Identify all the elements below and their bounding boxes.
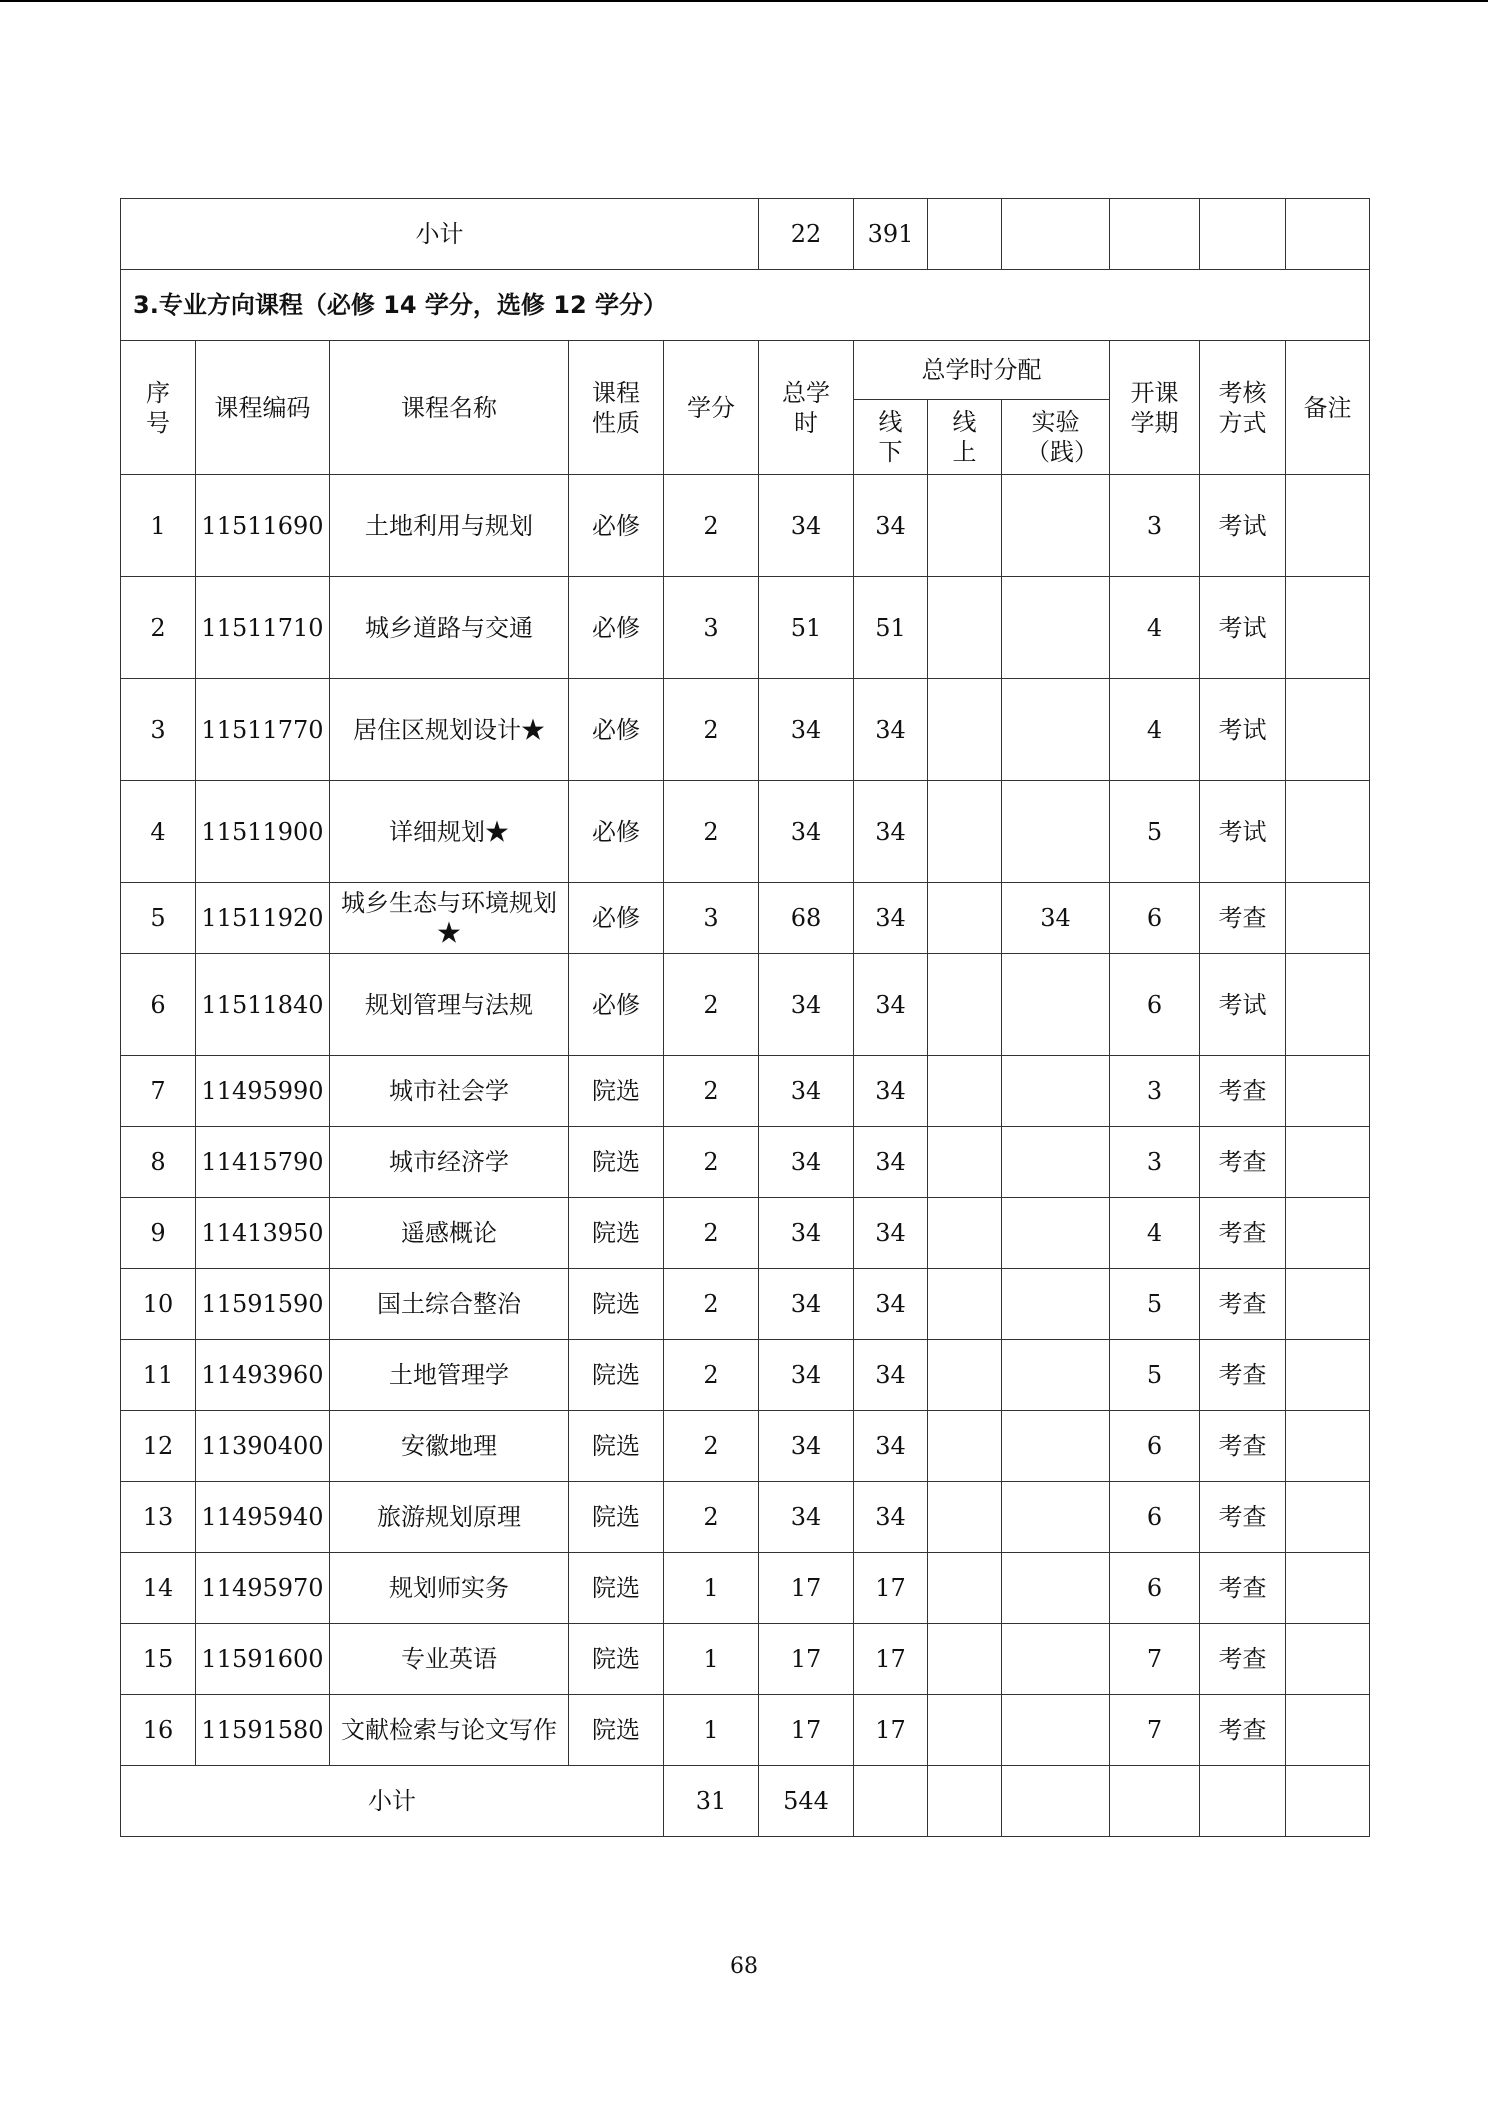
empty-cell — [1002, 1766, 1110, 1837]
row-lab — [1002, 1553, 1110, 1624]
row-seq: 11 — [121, 1340, 196, 1411]
empty-cell — [854, 1766, 928, 1837]
row-semester: 6 — [1110, 954, 1200, 1056]
row-name: 详细规划★ — [330, 781, 569, 883]
row-credits: 2 — [664, 1198, 759, 1269]
subtotal-label: 小计 — [121, 1766, 664, 1837]
row-seq: 2 — [121, 577, 196, 679]
row-lab — [1002, 1198, 1110, 1269]
row-code: 11413950 — [196, 1198, 330, 1269]
row-lab — [1002, 475, 1110, 577]
row-name: 专业英语 — [330, 1624, 569, 1695]
row-nature: 院选 — [569, 1340, 664, 1411]
row-hours: 34 — [759, 1411, 854, 1482]
row-offline: 34 — [854, 954, 928, 1056]
row-name: 规划师实务 — [330, 1553, 569, 1624]
row-semester: 7 — [1110, 1624, 1200, 1695]
row-code: 11415790 — [196, 1127, 330, 1198]
row-seq: 13 — [121, 1482, 196, 1553]
row-credits: 2 — [664, 781, 759, 883]
header-total-hours: 总学时 — [759, 341, 854, 475]
row-offline: 34 — [854, 781, 928, 883]
row-offline: 34 — [854, 475, 928, 577]
row-credits: 2 — [664, 1482, 759, 1553]
header-code: 课程编码 — [196, 341, 330, 475]
row-offline: 17 — [854, 1553, 928, 1624]
table-row — [121, 1695, 1370, 1766]
row-lab — [1002, 1411, 1110, 1482]
row-name: 安徽地理 — [330, 1411, 569, 1482]
row-online — [928, 1411, 1002, 1482]
row-nature: 院选 — [569, 1056, 664, 1127]
empty-cell — [1200, 1766, 1286, 1837]
row-assessment: 考查 — [1200, 883, 1286, 954]
row-hours: 34 — [759, 1127, 854, 1198]
row-semester: 5 — [1110, 1269, 1200, 1340]
row-assessment: 考查 — [1200, 1695, 1286, 1766]
row-code: 11591600 — [196, 1624, 330, 1695]
row-assessment: 考试 — [1200, 679, 1286, 781]
row-semester: 4 — [1110, 1198, 1200, 1269]
row-offline: 34 — [854, 1482, 928, 1553]
row-code: 11495940 — [196, 1482, 330, 1553]
subtotal-hours: 544 — [759, 1766, 854, 1837]
row-remarks — [1286, 1553, 1370, 1624]
row-offline: 34 — [854, 1269, 928, 1340]
row-remarks — [1286, 883, 1370, 954]
row-hours: 34 — [759, 475, 854, 577]
row-hours: 17 — [759, 1624, 854, 1695]
subtotal-label: 小计 — [121, 199, 759, 270]
table-row — [121, 1127, 1370, 1198]
row-code: 11511920 — [196, 883, 330, 954]
row-remarks — [1286, 1340, 1370, 1411]
row-semester: 4 — [1110, 679, 1200, 781]
header-nature: 课程性质 — [569, 341, 664, 475]
table-row — [121, 475, 1370, 577]
row-semester: 5 — [1110, 781, 1200, 883]
header-semester: 开课学期 — [1110, 341, 1200, 475]
row-online — [928, 883, 1002, 954]
row-hours: 34 — [759, 1198, 854, 1269]
row-name: 城市经济学 — [330, 1127, 569, 1198]
row-hours: 34 — [759, 954, 854, 1056]
table-row — [121, 883, 1370, 954]
row-lab — [1002, 781, 1110, 883]
row-assessment: 考试 — [1200, 577, 1286, 679]
row-lab — [1002, 577, 1110, 679]
empty-cell — [1200, 199, 1286, 270]
row-seq: 15 — [121, 1624, 196, 1695]
row-seq: 6 — [121, 954, 196, 1056]
row-nature: 必修 — [569, 883, 664, 954]
table-row — [121, 1340, 1370, 1411]
empty-cell — [928, 199, 1002, 270]
row-semester: 4 — [1110, 577, 1200, 679]
row-offline: 17 — [854, 1695, 928, 1766]
row-name: 城乡道路与交通 — [330, 577, 569, 679]
row-seq: 8 — [121, 1127, 196, 1198]
row-code: 11511900 — [196, 781, 330, 883]
row-semester: 3 — [1110, 475, 1200, 577]
row-lab — [1002, 1624, 1110, 1695]
row-seq: 16 — [121, 1695, 196, 1766]
header-offline: 线下 — [854, 400, 928, 475]
table-row — [121, 1198, 1370, 1269]
row-nature: 院选 — [569, 1269, 664, 1340]
row-offline: 17 — [854, 1624, 928, 1695]
row-nature: 院选 — [569, 1695, 664, 1766]
row-semester: 6 — [1110, 1482, 1200, 1553]
row-offline: 34 — [854, 1127, 928, 1198]
table-row — [121, 1411, 1370, 1482]
row-name: 城乡生态与环境规划★ — [330, 883, 569, 954]
row-seq: 1 — [121, 475, 196, 577]
row-offline: 34 — [854, 1056, 928, 1127]
row-code: 11511840 — [196, 954, 330, 1056]
row-lab — [1002, 1127, 1110, 1198]
course-table — [120, 198, 1370, 1837]
row-remarks — [1286, 577, 1370, 679]
header-online: 线上 — [928, 400, 1002, 475]
row-assessment: 考试 — [1200, 781, 1286, 883]
table-row — [121, 954, 1370, 1056]
row-lab — [1002, 1340, 1110, 1411]
row-name: 旅游规划原理 — [330, 1482, 569, 1553]
table-row — [121, 577, 1370, 679]
row-offline: 34 — [854, 1411, 928, 1482]
row-nature: 院选 — [569, 1198, 664, 1269]
row-seq: 9 — [121, 1198, 196, 1269]
row-credits: 3 — [664, 577, 759, 679]
table-row — [121, 679, 1370, 781]
row-semester: 6 — [1110, 1553, 1200, 1624]
row-credits: 2 — [664, 1340, 759, 1411]
header-seq: 序号 — [121, 341, 196, 475]
section-title-row — [121, 270, 1370, 341]
row-assessment: 考查 — [1200, 1553, 1286, 1624]
row-lab — [1002, 1269, 1110, 1340]
table-row — [121, 1269, 1370, 1340]
row-online — [928, 1340, 1002, 1411]
row-offline: 34 — [854, 1340, 928, 1411]
table-row — [121, 1624, 1370, 1695]
empty-cell — [1286, 199, 1370, 270]
row-nature: 院选 — [569, 1482, 664, 1553]
row-credits: 1 — [664, 1695, 759, 1766]
row-nature: 必修 — [569, 781, 664, 883]
row-hours: 17 — [759, 1553, 854, 1624]
row-lab — [1002, 1695, 1110, 1766]
row-name: 土地利用与规划 — [330, 475, 569, 577]
empty-cell — [1110, 199, 1200, 270]
row-semester: 5 — [1110, 1340, 1200, 1411]
row-assessment: 考查 — [1200, 1198, 1286, 1269]
row-online — [928, 577, 1002, 679]
top-subtotal-row — [121, 199, 1370, 270]
row-remarks — [1286, 1269, 1370, 1340]
table-row — [121, 781, 1370, 883]
row-code: 11390400 — [196, 1411, 330, 1482]
row-offline: 34 — [854, 883, 928, 954]
row-nature: 必修 — [569, 679, 664, 781]
row-code: 11511710 — [196, 577, 330, 679]
row-seq: 10 — [121, 1269, 196, 1340]
row-hours: 34 — [759, 679, 854, 781]
header-name: 课程名称 — [330, 341, 569, 475]
row-name: 规划管理与法规 — [330, 954, 569, 1056]
row-hours: 17 — [759, 1695, 854, 1766]
row-remarks — [1286, 1482, 1370, 1553]
row-credits: 1 — [664, 1553, 759, 1624]
row-name: 遥感概论 — [330, 1198, 569, 1269]
row-hours: 34 — [759, 1340, 854, 1411]
row-remarks — [1286, 1695, 1370, 1766]
row-semester: 6 — [1110, 883, 1200, 954]
row-hours: 34 — [759, 781, 854, 883]
header-distribution: 总学时分配 — [854, 341, 1110, 400]
row-semester: 6 — [1110, 1411, 1200, 1482]
row-assessment: 考查 — [1200, 1127, 1286, 1198]
row-nature: 院选 — [569, 1127, 664, 1198]
table-row — [121, 1482, 1370, 1553]
row-online — [928, 781, 1002, 883]
row-seq: 12 — [121, 1411, 196, 1482]
row-seq: 14 — [121, 1553, 196, 1624]
header-row-1 — [121, 341, 1370, 400]
row-online — [928, 1624, 1002, 1695]
row-code: 11591580 — [196, 1695, 330, 1766]
row-online — [928, 1269, 1002, 1340]
row-assessment: 考试 — [1200, 475, 1286, 577]
row-assessment: 考查 — [1200, 1340, 1286, 1411]
row-credits: 2 — [664, 954, 759, 1056]
row-seq: 4 — [121, 781, 196, 883]
row-nature: 必修 — [569, 954, 664, 1056]
empty-cell — [928, 1766, 1002, 1837]
row-online — [928, 475, 1002, 577]
row-remarks — [1286, 1624, 1370, 1695]
row-hours: 34 — [759, 1056, 854, 1127]
row-remarks — [1286, 1056, 1370, 1127]
row-seq: 7 — [121, 1056, 196, 1127]
row-hours: 34 — [759, 1482, 854, 1553]
row-online — [928, 1695, 1002, 1766]
row-online — [928, 1198, 1002, 1269]
empty-cell — [1110, 1766, 1200, 1837]
row-remarks — [1286, 1127, 1370, 1198]
row-nature: 必修 — [569, 475, 664, 577]
row-name: 城市社会学 — [330, 1056, 569, 1127]
row-lab — [1002, 1056, 1110, 1127]
empty-cell — [1002, 199, 1110, 270]
row-credits: 2 — [664, 1127, 759, 1198]
row-online — [928, 1553, 1002, 1624]
row-name: 国土综合整治 — [330, 1269, 569, 1340]
row-offline: 34 — [854, 679, 928, 781]
row-name: 文献检索与论文写作 — [330, 1695, 569, 1766]
bottom-subtotal-row — [121, 1766, 1370, 1837]
row-remarks — [1286, 475, 1370, 577]
row-nature: 院选 — [569, 1624, 664, 1695]
row-assessment: 考查 — [1200, 1056, 1286, 1127]
subtotal-credits: 31 — [664, 1766, 759, 1837]
row-assessment: 考查 — [1200, 1411, 1286, 1482]
header-assessment: 考核方式 — [1200, 341, 1286, 475]
subtotal-credits: 22 — [759, 199, 854, 270]
row-remarks — [1286, 954, 1370, 1056]
row-nature: 必修 — [569, 577, 664, 679]
row-hours: 51 — [759, 577, 854, 679]
row-online — [928, 1127, 1002, 1198]
row-lab — [1002, 954, 1110, 1056]
row-lab: 34 — [1002, 883, 1110, 954]
row-code: 11511770 — [196, 679, 330, 781]
row-offline: 51 — [854, 577, 928, 679]
table-row — [121, 1056, 1370, 1127]
row-assessment: 考查 — [1200, 1269, 1286, 1340]
row-code: 11495990 — [196, 1056, 330, 1127]
row-remarks — [1286, 679, 1370, 781]
header-lab: 实验（践） — [1002, 400, 1110, 475]
row-credits: 2 — [664, 1411, 759, 1482]
page-top-border — [0, 0, 1488, 2]
row-credits: 2 — [664, 1269, 759, 1340]
row-name: 土地管理学 — [330, 1340, 569, 1411]
header-credits: 学分 — [664, 341, 759, 475]
row-credits: 2 — [664, 1056, 759, 1127]
row-credits: 2 — [664, 475, 759, 577]
page-number: 68 — [730, 1954, 758, 1979]
section-title: 3.专业方向课程（必修 14 学分，选修 12 学分） — [121, 270, 1370, 341]
row-nature: 院选 — [569, 1553, 664, 1624]
row-code: 11495970 — [196, 1553, 330, 1624]
header-remarks: 备注 — [1286, 341, 1370, 475]
row-name: 居住区规划设计★ — [330, 679, 569, 781]
row-lab — [1002, 1482, 1110, 1553]
row-credits: 2 — [664, 679, 759, 781]
row-lab — [1002, 679, 1110, 781]
row-remarks — [1286, 781, 1370, 883]
row-semester: 3 — [1110, 1056, 1200, 1127]
row-assessment: 考查 — [1200, 1482, 1286, 1553]
row-code: 11511690 — [196, 475, 330, 577]
row-remarks — [1286, 1198, 1370, 1269]
row-seq: 5 — [121, 883, 196, 954]
row-semester: 3 — [1110, 1127, 1200, 1198]
row-online — [928, 954, 1002, 1056]
row-code: 11591590 — [196, 1269, 330, 1340]
subtotal-hours: 391 — [854, 199, 928, 270]
row-assessment: 考查 — [1200, 1624, 1286, 1695]
row-offline: 34 — [854, 1198, 928, 1269]
row-credits: 1 — [664, 1624, 759, 1695]
empty-cell — [1286, 1766, 1370, 1837]
row-hours: 34 — [759, 1269, 854, 1340]
row-semester: 7 — [1110, 1695, 1200, 1766]
row-remarks — [1286, 1411, 1370, 1482]
row-online — [928, 679, 1002, 781]
row-nature: 院选 — [569, 1411, 664, 1482]
row-seq: 3 — [121, 679, 196, 781]
row-credits: 3 — [664, 883, 759, 954]
table-row — [121, 1553, 1370, 1624]
row-code: 11493960 — [196, 1340, 330, 1411]
row-hours: 68 — [759, 883, 854, 954]
row-assessment: 考试 — [1200, 954, 1286, 1056]
row-online — [928, 1482, 1002, 1553]
row-online — [928, 1056, 1002, 1127]
